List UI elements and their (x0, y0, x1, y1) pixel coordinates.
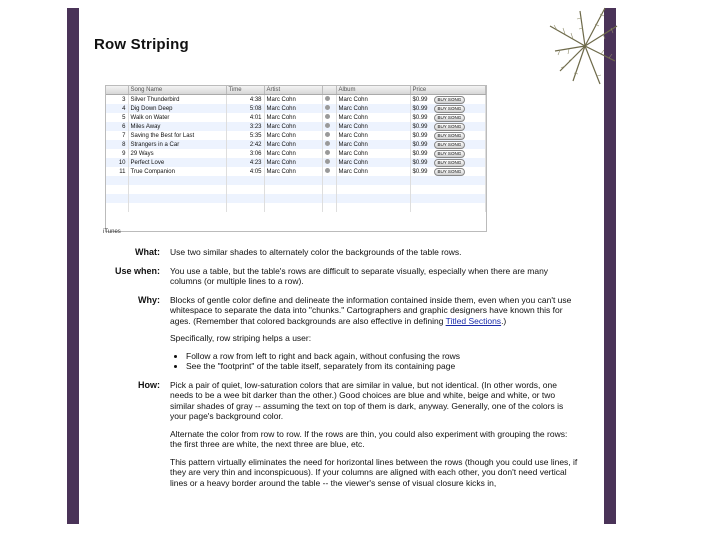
left-frame-bar (67, 8, 79, 524)
artist-link-cell (322, 149, 336, 158)
buy-song-button[interactable]: BUY SONG (434, 141, 466, 149)
buy-song-button[interactable]: BUY SONG (434, 105, 466, 113)
price-cell (410, 149, 486, 158)
table-row[interactable] (106, 149, 486, 158)
why-text-end: .) (501, 315, 507, 326)
artist-link-cell (322, 95, 336, 105)
use-when-text: You use a table, but the table's rows are difficult to separate visually, especially when there are many columns (or multiple lines to a row). (170, 265, 549, 286)
column-header-song-name[interactable]: Song Name (128, 86, 226, 95)
list-item: • See the "footprint" of the table itself, separately from its containing page (186, 361, 580, 372)
arrow-link-icon[interactable] (325, 132, 330, 137)
arrow-link-icon[interactable] (325, 123, 330, 128)
column-header-number[interactable] (106, 86, 128, 95)
price-cell (410, 140, 486, 149)
empty-cell (264, 176, 322, 185)
empty-cell (322, 194, 336, 203)
artist-name: Marc Cohn (264, 122, 322, 131)
artist-name: Marc Cohn (264, 113, 322, 122)
track-number: 7 (106, 131, 128, 140)
price-cell (410, 158, 486, 167)
arrow-link-icon[interactable] (325, 159, 330, 164)
price-value: $0.99 (412, 105, 428, 112)
album-name: Marc Cohn (336, 104, 410, 113)
empty-cell (226, 203, 264, 212)
table-row[interactable] (106, 104, 486, 113)
buy-song-button[interactable]: BUY SONG (434, 123, 466, 131)
itunes-caption: iTunes (103, 229, 121, 235)
artist-name: Marc Cohn (264, 149, 322, 158)
titled-sections-link[interactable]: Titled Sections (445, 315, 502, 326)
price-value: $0.99 (412, 132, 428, 139)
price-cell (410, 113, 486, 122)
empty-cell (322, 185, 336, 194)
why-paragraph (170, 295, 580, 327)
why-text: Blocks of gentle color define and delineate the information contained inside them, even when you can't use whitespace to separate the data into "chunks." Cartographers and graphic designers have known this for ages. (Remember that colored backgrounds are also effective in defining (170, 294, 572, 326)
price-cell (410, 104, 486, 113)
empty-cell (106, 176, 128, 185)
buy-song-button[interactable]: BUY SONG (434, 114, 466, 122)
price-value: $0.99 (412, 96, 428, 103)
empty-cell (226, 176, 264, 185)
artist-name: Marc Cohn (264, 167, 322, 176)
artist-link-cell (322, 131, 336, 140)
song-name: True Companion (128, 167, 226, 176)
why-section (100, 295, 580, 372)
track-number: 5 (106, 113, 128, 122)
why-specifically-text: Specifically, row striping helps a user: (170, 333, 312, 343)
buy-song-button[interactable]: BUY SONG (434, 96, 466, 104)
empty-cell (336, 203, 410, 212)
table-row[interactable] (106, 122, 486, 131)
track-number: 8 (106, 140, 128, 149)
buy-song-button[interactable]: BUY SONG (434, 159, 466, 167)
use-when-section (100, 266, 580, 287)
song-time: 4:05 (226, 167, 264, 176)
empty-cell (322, 176, 336, 185)
empty-cell (226, 185, 264, 194)
table-row[interactable] (106, 113, 486, 122)
price-cell (410, 95, 486, 105)
buy-song-button[interactable]: BUY SONG (434, 150, 466, 158)
how-term: How: (138, 379, 160, 390)
table-row[interactable] (106, 140, 486, 149)
empty-cell (128, 176, 226, 185)
column-header-link[interactable] (322, 86, 336, 95)
track-number: 9 (106, 149, 128, 158)
song-time: 4:23 (226, 158, 264, 167)
what-text: Use two similar shades to alternately color the backgrounds of the table rows. (170, 247, 462, 257)
artist-name: Marc Cohn (264, 140, 322, 149)
what-section (100, 247, 580, 258)
price-value: $0.99 (412, 168, 428, 175)
artist-name: Marc Cohn (264, 131, 322, 140)
column-header-time[interactable]: Time (226, 86, 264, 95)
album-name: Marc Cohn (336, 149, 410, 158)
how-section (100, 380, 580, 489)
why-bullet-list (170, 351, 580, 372)
price-cell (410, 122, 486, 131)
how-paragraph-1: Pick a pair of quiet, low-saturation colors that are similar in value, but not identical. (In other words, one needs to be a wee bit darker than the other.) Good choices are blue and white, beige and white, or two similar shades of gray -- assuming the text on top of them is dark, anyway. Generally, one of the colors is your page's background color. (170, 379, 564, 421)
album-name: Marc Cohn (336, 113, 410, 122)
song-name: Silver Thunderbird (128, 95, 226, 105)
song-time: 5:08 (226, 104, 264, 113)
artist-name: Marc Cohn (264, 95, 322, 105)
arrow-link-icon[interactable] (325, 96, 330, 101)
track-number: 11 (106, 167, 128, 176)
how-paragraph-2: Alternate the color from row to row. If the rows are thin, you could also experiment with grouping the rows: the first three are white, the next three are blue, etc. (170, 428, 568, 449)
arrow-link-icon[interactable] (325, 105, 330, 110)
price-value: $0.99 (412, 114, 428, 121)
price-value: $0.99 (412, 150, 428, 157)
empty-cell (410, 194, 486, 203)
table-row[interactable] (106, 95, 486, 105)
column-header-artist[interactable]: Artist (264, 86, 322, 95)
artist-link-cell (322, 122, 336, 131)
artist-link-cell (322, 140, 336, 149)
arrow-link-icon[interactable] (325, 168, 330, 173)
palm-leaf-decoration-icon (545, 6, 620, 86)
pattern-definitions (100, 247, 580, 496)
artist-name: Marc Cohn (264, 158, 322, 167)
artist-link-cell (322, 113, 336, 122)
list-item: • Follow a row from left to right and back again, without confusing the rows (186, 351, 580, 362)
empty-table-row (106, 185, 486, 194)
album-name: Marc Cohn (336, 95, 410, 105)
track-number: 4 (106, 104, 128, 113)
price-cell (410, 131, 486, 140)
arrow-link-icon[interactable] (325, 150, 330, 155)
song-name: Walk on Water (128, 113, 226, 122)
empty-cell (336, 185, 410, 194)
song-name: Miles Away (128, 122, 226, 131)
track-number: 3 (106, 95, 128, 105)
song-time: 2:42 (226, 140, 264, 149)
empty-cell (128, 203, 226, 212)
arrow-link-icon[interactable] (325, 114, 330, 119)
empty-cell (322, 203, 336, 212)
empty-cell (336, 194, 410, 203)
song-name: Perfect Love (128, 158, 226, 167)
song-time: 5:35 (226, 131, 264, 140)
empty-table-row (106, 176, 486, 185)
artist-link-cell (322, 158, 336, 167)
empty-cell (336, 176, 410, 185)
song-name: 29 Ways (128, 149, 226, 158)
empty-cell (226, 194, 264, 203)
album-name: Marc Cohn (336, 122, 410, 131)
empty-cell (128, 194, 226, 203)
how-paragraph-3: This pattern virtually eliminates the need for horizontal lines between the rows (though you could use lines, if they are very thin and inconspicuous). If your columns are aligned with each other, you don't need vertical lines or a heavy border around the table -- the viewer's sense of visual closure kicks in, (170, 456, 578, 488)
buy-song-button[interactable]: BUY SONG (434, 168, 466, 176)
table-header-row (106, 86, 486, 95)
itunes-song-table (105, 85, 487, 232)
price-value: $0.99 (412, 141, 428, 148)
table-row[interactable] (106, 167, 486, 176)
buy-song-button[interactable]: BUY SONG (434, 132, 466, 140)
price-value: $0.99 (412, 123, 428, 130)
empty-cell (106, 194, 128, 203)
song-rows (106, 95, 486, 213)
empty-cell (410, 176, 486, 185)
price-value: $0.99 (412, 159, 428, 166)
album-name: Marc Cohn (336, 167, 410, 176)
empty-table-row (106, 203, 486, 212)
artist-link-cell (322, 167, 336, 176)
table-row[interactable] (106, 131, 486, 140)
album-name: Marc Cohn (336, 131, 410, 140)
page-title: Row Striping (94, 36, 189, 53)
column-header-price[interactable]: Price (410, 86, 486, 95)
what-term: What: (135, 247, 160, 257)
song-time: 3:23 (226, 122, 264, 131)
table-row[interactable] (106, 158, 486, 167)
arrow-link-icon[interactable] (325, 141, 330, 146)
artist-link-cell (322, 104, 336, 113)
empty-cell (264, 185, 322, 194)
empty-cell (264, 194, 322, 203)
track-number: 10 (106, 158, 128, 167)
empty-cell (264, 203, 322, 212)
column-header-album[interactable]: Album (336, 86, 410, 95)
why-term: Why: (138, 294, 160, 305)
empty-cell (106, 185, 128, 194)
song-name: Saving the Best for Last (128, 131, 226, 140)
album-name: Marc Cohn (336, 158, 410, 167)
song-name: Dig Down Deep (128, 104, 226, 113)
price-cell (410, 167, 486, 176)
track-number: 6 (106, 122, 128, 131)
empty-cell (410, 185, 486, 194)
song-name: Strangers in a Car (128, 140, 226, 149)
song-time: 3:06 (226, 149, 264, 158)
use-when-term: Use when: (114, 265, 160, 276)
song-time: 4:01 (226, 113, 264, 122)
empty-table-row (106, 194, 486, 203)
album-name: Marc Cohn (336, 140, 410, 149)
empty-cell (128, 185, 226, 194)
song-time: 4:38 (226, 95, 264, 105)
empty-cell (410, 203, 486, 212)
empty-cell (106, 203, 128, 212)
artist-name: Marc Cohn (264, 104, 322, 113)
